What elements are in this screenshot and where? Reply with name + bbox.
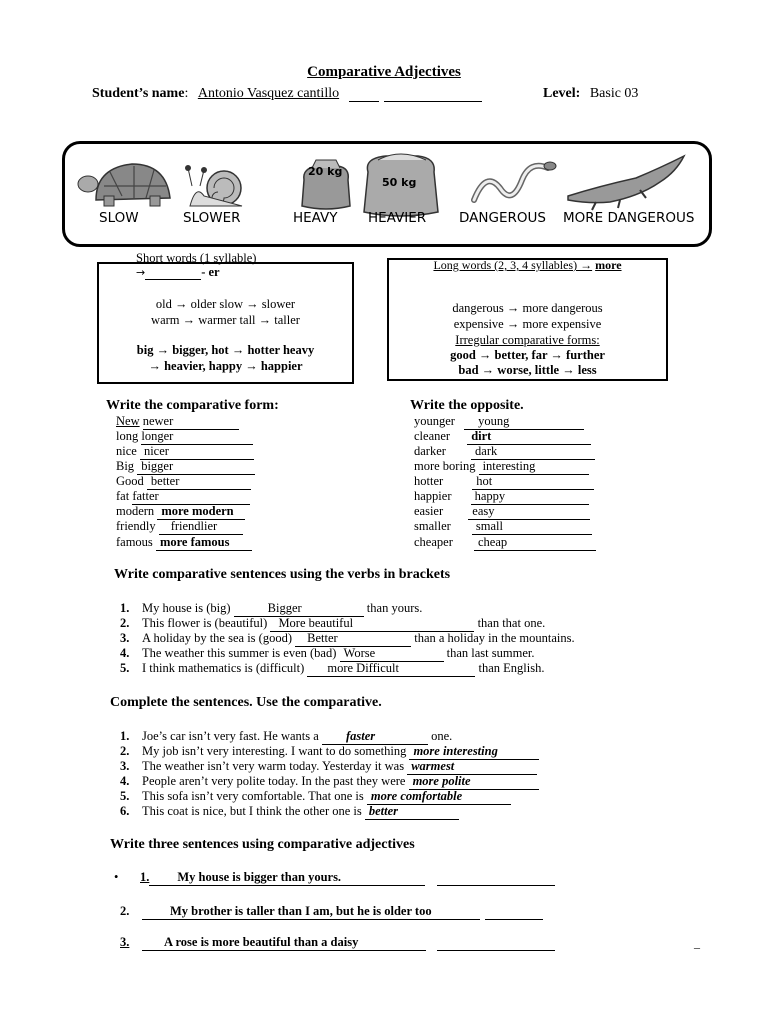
short-words-arrow-line: → - er: [136, 265, 220, 279]
list-item: 2. My brother is taller than I am, but he is older too: [120, 904, 543, 920]
irregular-head: Irregular comparative forms:: [455, 333, 600, 347]
label-more-dangerous: MORE DANGEROUS: [563, 210, 695, 226]
list-item: 3. The weather isn’t very warm today. Yesterday it was warmest: [120, 759, 537, 775]
stray-mark: _: [694, 936, 700, 950]
list-item: more boring interesting: [414, 459, 589, 475]
label-heavy: HEAVY: [293, 210, 338, 226]
short-rule-line: → heavier, happy → happier: [148, 359, 303, 373]
long-words-box: [387, 258, 668, 381]
weight-label-20: 20 kg: [308, 165, 343, 178]
label-slow: SLOW: [99, 210, 139, 226]
snail-icon: [185, 165, 242, 206]
list-item: famous more famous: [116, 535, 252, 551]
list-item: cheaper cheap: [414, 535, 596, 551]
list-item: fat fatter: [116, 489, 250, 505]
list-item: 2. My job isn’t very interesting. I want to do something more interesting: [120, 744, 539, 760]
list-item: • 1. My house is bigger than yours.: [114, 870, 555, 886]
list-item: long longer: [116, 429, 253, 445]
irregular-line: good → better, far → further: [450, 348, 605, 362]
student-name-value[interactable]: Antonio Vasquez cantillo: [197, 86, 340, 101]
list-item: hotter hot: [414, 474, 594, 490]
list-item: Good better: [116, 474, 251, 490]
snake-icon: [474, 162, 556, 200]
long-words-head: Long words (2, 3, 4 syllables) → more: [433, 258, 622, 272]
opposite-heading: Write the opposite.: [410, 398, 524, 413]
list-item: 1. Joe’s car isn’t very fast. He wants a faster one.: [120, 729, 453, 743]
long-rule-line: expensive → more expensive: [453, 317, 602, 331]
three-sentences-heading: Write three sentences using comparative adjectives: [110, 837, 415, 852]
list-item: 2. This flower is (beautiful) More beautiful than that one.: [120, 616, 546, 630]
short-rule-line: old → older slow → slower: [155, 297, 296, 311]
list-item: nice nicer: [116, 444, 254, 460]
level-value[interactable]: Basic 03: [589, 86, 639, 101]
weight-label-50: 50 kg: [382, 176, 417, 189]
list-item: Big bigger: [116, 459, 255, 475]
level-label: Level:: [543, 86, 581, 101]
list-item: 3. A holiday by the sea is (good) Better than a holiday in the mountains.: [120, 631, 575, 645]
list-item: smaller small: [414, 519, 592, 535]
list-item: modern more modern: [116, 504, 245, 520]
short-rule-line: warm → warmer tall → taller: [151, 313, 300, 327]
short-words-head: Short words (1 syllable): [136, 251, 257, 265]
list-item: 4. The weather this summer is even (bad) Worse than last summer.: [120, 646, 535, 660]
crocodile-icon: [568, 156, 684, 210]
short-rule-line: big → bigger, hot → hotter heavy: [136, 343, 315, 357]
short-words-box: [97, 262, 354, 384]
list-item: happier happy: [414, 489, 589, 505]
label-slower: SLOWER: [183, 210, 241, 226]
label-heavier: HEAVIER: [368, 210, 427, 226]
student-label: Student’s name: [92, 86, 185, 101]
list-item: New newer: [116, 414, 239, 430]
list-item: 5. I think mathematics is (difficult) more Difficult than English.: [120, 661, 545, 675]
verbs-heading: Write comparative sentences using the verbs in brackets: [114, 567, 451, 582]
page-title: Comparative Adjectives: [307, 64, 461, 80]
list-item: friendly friendlier: [116, 519, 243, 535]
complete-heading: Complete the sentences. Use the comparative.: [110, 695, 382, 710]
list-item: 6. This coat is nice, but I think the other one is better: [120, 804, 459, 820]
comparative-form-heading: Write the comparative form:: [106, 398, 279, 413]
label-dangerous: DANGEROUS: [459, 210, 546, 226]
list-item: 5. This sofa isn’t very comfortable. That one is more comfortable: [120, 789, 511, 805]
turtle-icon: [78, 164, 170, 206]
list-item: 1. My house is (big) Bigger than yours.: [120, 601, 423, 615]
list-item: easier easy: [414, 504, 590, 520]
irregular-line: bad → worse, little → less: [458, 363, 597, 377]
list-item: cleaner dirt: [414, 429, 591, 445]
long-rule-line: dangerous → more dangerous: [452, 301, 603, 315]
student-name-row: Student’s name: Antonio Vasquez cantillo: [92, 86, 482, 102]
list-item: younger young: [414, 414, 584, 430]
list-item: 3. A rose is more beautiful than a daisy: [120, 935, 555, 951]
list-item: darker dark: [414, 444, 595, 460]
list-item: 4. People aren’t very polite today. In the past they were more polite: [120, 774, 539, 790]
